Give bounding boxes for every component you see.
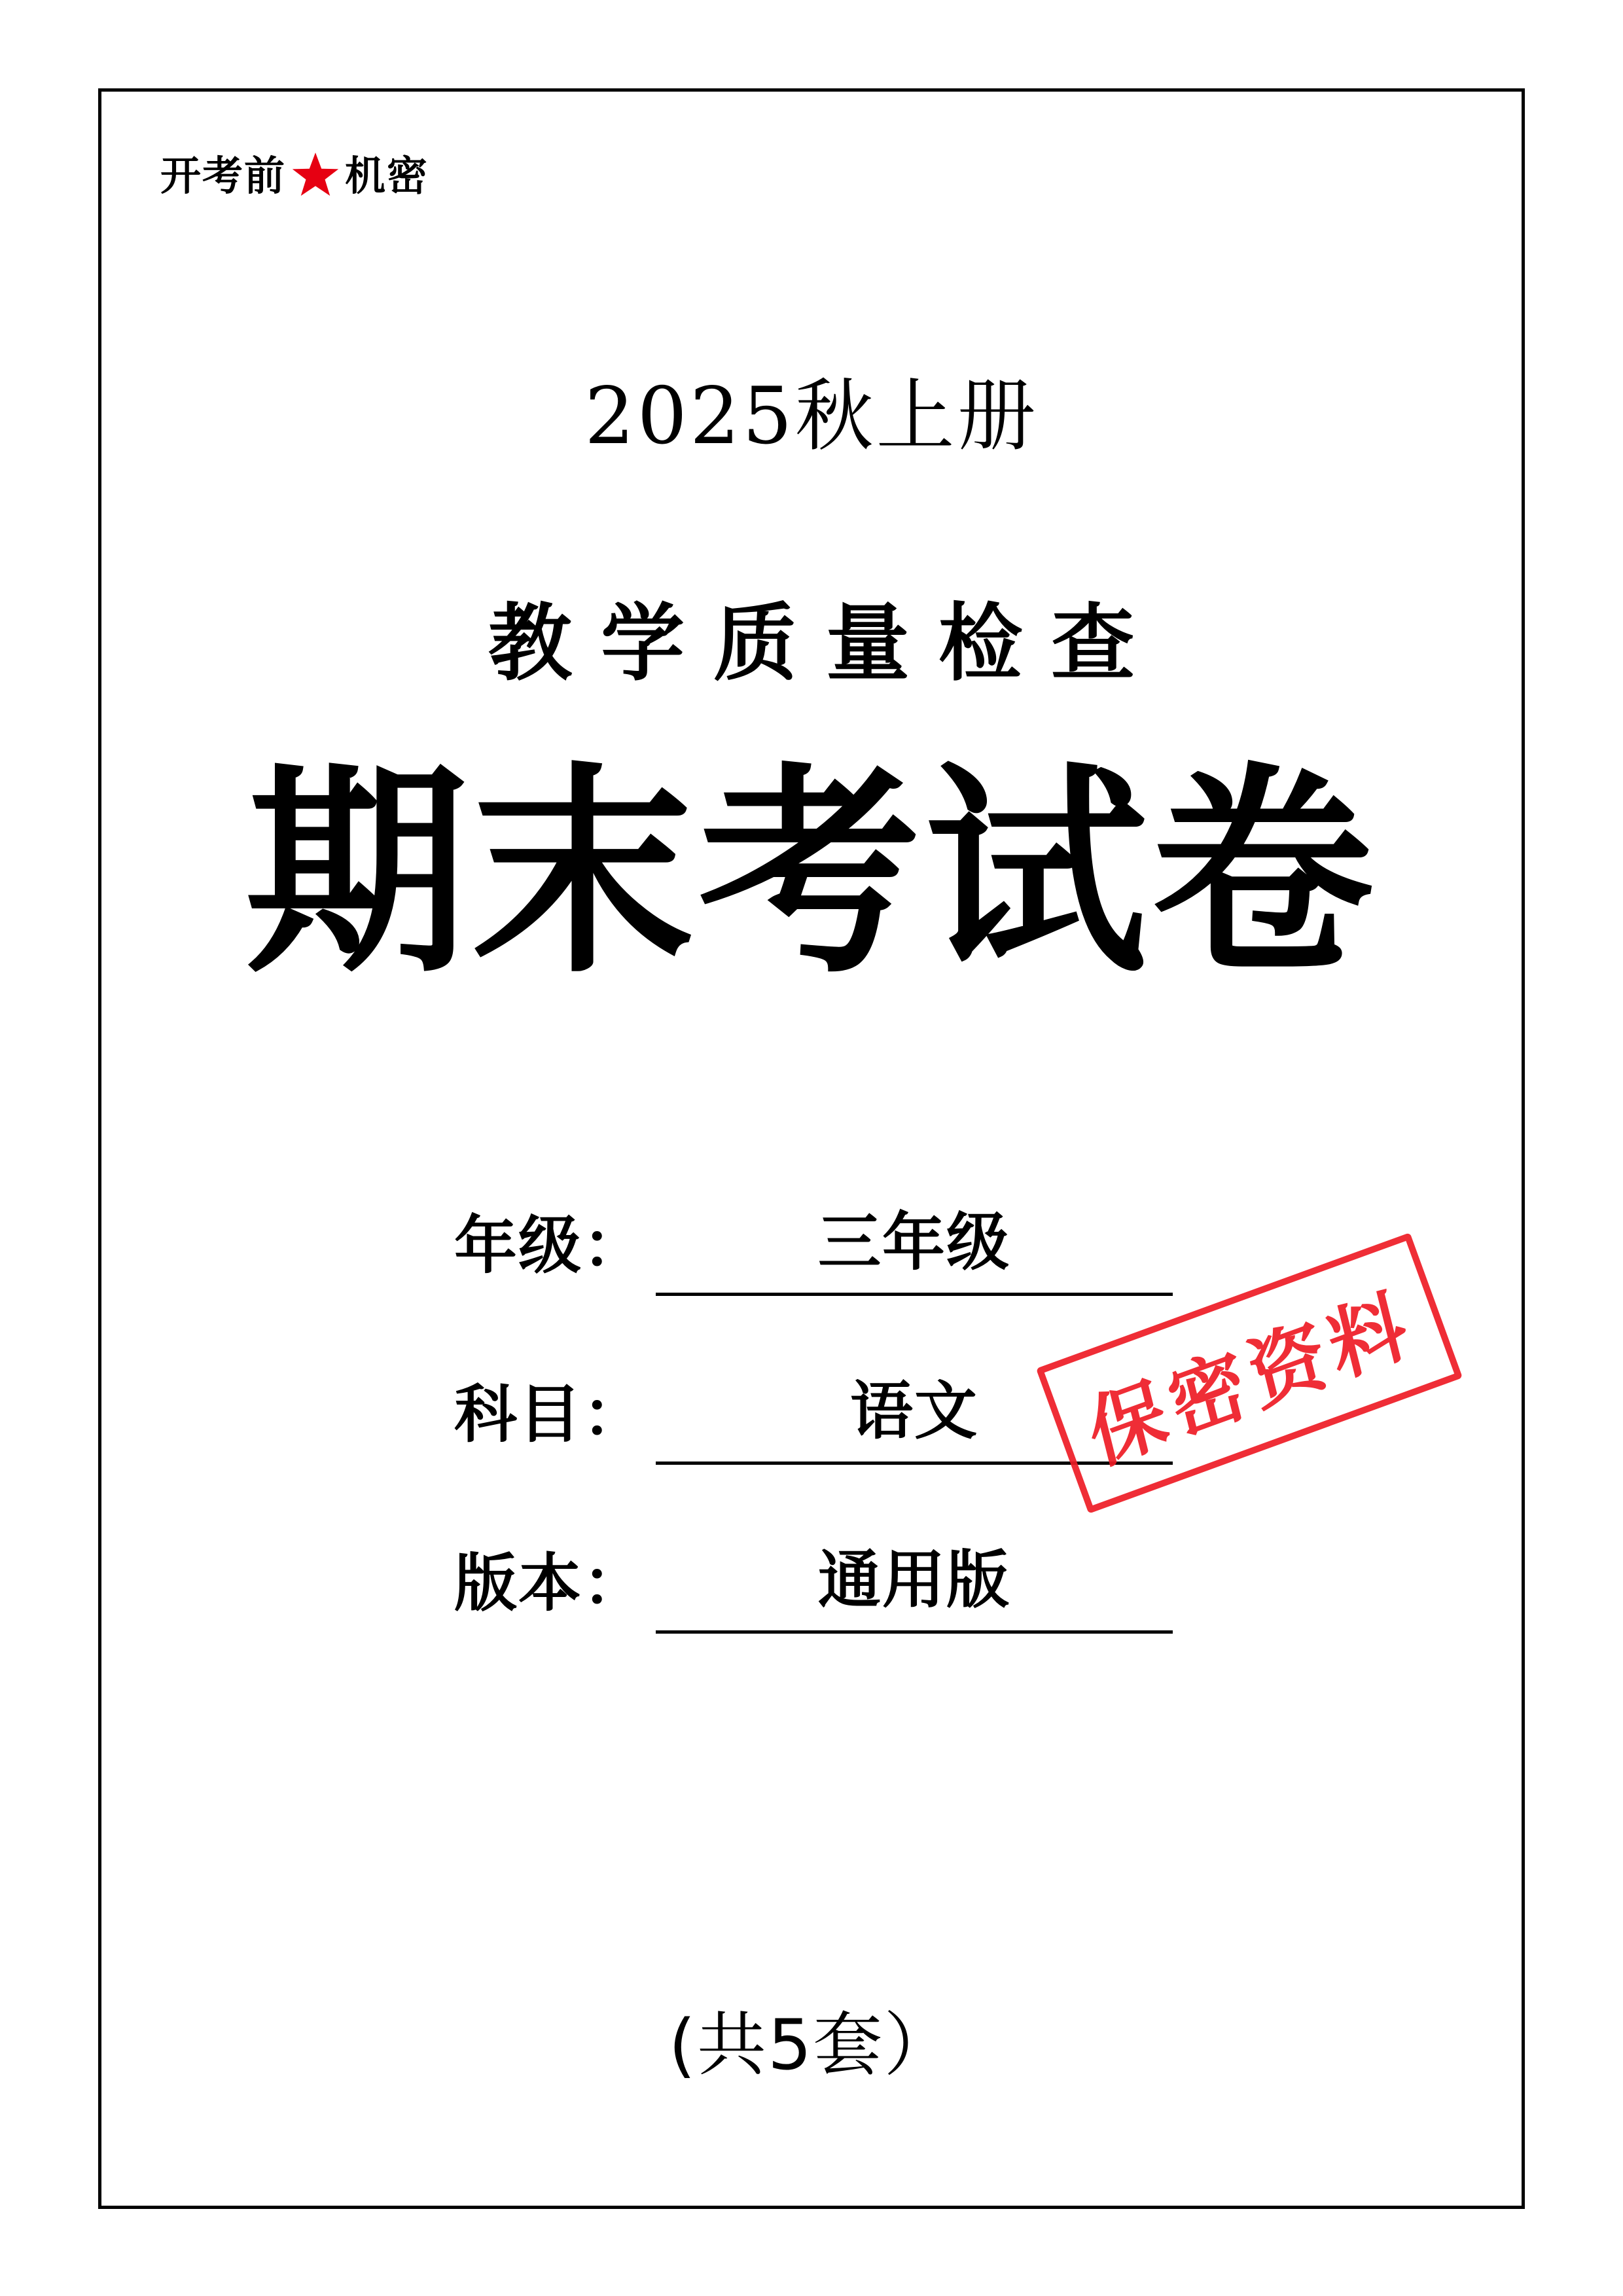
edition-label: 版本： [454, 1546, 647, 1620]
page-title: 期末考试卷 [245, 744, 1378, 1003]
title-subtitle: 教学质量检查 [488, 594, 1164, 692]
edition-value: 通用版 [818, 1543, 1010, 1617]
subject-value: 语文 [850, 1374, 978, 1448]
secret-notice [160, 151, 429, 202]
field-row-edition [101, 1542, 1522, 1634]
grade-value: 三年级 [818, 1205, 1010, 1279]
red-star-icon [290, 151, 341, 202]
grade-label: 年级： [454, 1208, 647, 1282]
grade-value-line [656, 1193, 1173, 1296]
confidential-stamp-text: 保密资料 [1080, 1277, 1422, 1482]
secret-notice-prefix: 开考前 [160, 152, 287, 200]
edition-value-line [656, 1530, 1173, 1634]
exam-cover-page [98, 88, 1525, 2209]
title-year: 2025秋上册 [584, 371, 1039, 462]
subject-label: 科目： [454, 1377, 647, 1451]
set-count-label: (共5套） [668, 2005, 955, 2085]
secret-notice-suffix: 机密 [345, 152, 429, 200]
